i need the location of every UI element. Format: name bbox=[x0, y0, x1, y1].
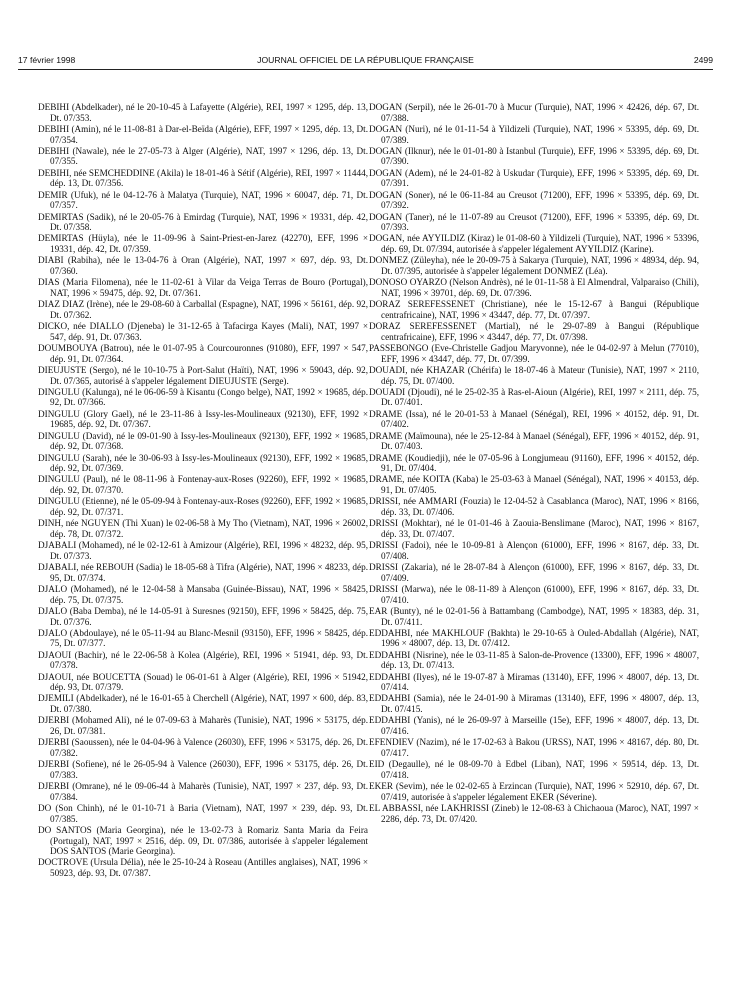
register-entry: EKER (Sevim), née le 02-02-65 à Erzincan (Turquie), NAT, 1996 × 52910, dép. 67, Dt. 07/419, autorisée à s'appeler légalement EKER (Séverine). bbox=[369, 781, 699, 802]
register-entry: DINGULU (Kalunga), né le 06-06-59 à Kisantu (Congo belge), NAT, 1992 × 19685, dép. 92, Dt. 07/366. bbox=[38, 386, 368, 408]
register-entry: DJALO (Baba Demba), né le 14-05-91 à Suresnes (92150), EFF, 1996 × 58425, dép. 75, Dt. 07/376. bbox=[38, 605, 368, 627]
journal-title: JOURNAL OFFICIEL DE LA RÉPUBLIQUE FRANÇAISE bbox=[257, 55, 474, 65]
register-entry: DRAME (Maïmouna), née le 25-12-84 à Manael (Sénégal), EFF, 1996 × 40152, dép. 91, Dt. 07/403. bbox=[369, 430, 699, 452]
register-entry: DINGULU (Etienne), né le 05-09-94 à Fontenay-aux-Roses (92260), EFF, 1992 × 19685, dép. 92, Dt. 07/371. bbox=[38, 496, 368, 517]
register-entry: DOUMBOUYA (Batrou), née le 01-07-95 à Courcouronnes (91080), EFF, 1997 × 547, dép. 91, Dt. 07/364. bbox=[38, 342, 368, 364]
register-entry: DEMIR (Ufuk), né le 04-12-76 à Malatya (Turquie), NAT, 1996 × 60047, dép. 71, Dt. 07/357. bbox=[38, 189, 368, 211]
register-entry: PASSEBONGO (Eve-Christelle Gadjou Maryvonne), née le 04-02-97 à Melun (77010), EFF, 1996 × 43447, dép. 77, Dt. 07/399. bbox=[369, 342, 699, 364]
register-entry: DICKO, née DIALLO (Djeneba) le 31-12-65 à Tafacirga Kayes (Mali), NAT, 1997 × 547, dép. 91, Dt. 07/363. bbox=[38, 321, 368, 342]
register-entry: DINGULU (David), né le 09-01-90 à Issy-les-Moulineaux (92130), EFF, 1992 × 19685, dép. 92, Dt. 07/368. bbox=[38, 430, 368, 452]
page-number: 2499 bbox=[693, 55, 713, 65]
register-entry: DRAME, née KOITA (Kaba) le 25-03-63 à Manael (Sénégal), NAT, 1996 × 40153, dép. 91, Dt. 07/405. bbox=[369, 474, 699, 496]
register-entry: DEBIHI (Abdelkader), né le 20-10-45 à Lafayette (Algérie), REI, 1997 × 1295, dép. 13, Dt. 07/353. bbox=[38, 102, 368, 123]
register-entry: DEBIHI (Amin), né le 11-08-81 à Dar-el-Beïda (Algérie), EFF, 1997 × 1295, dép. 13, Dt. 07/354. bbox=[38, 123, 368, 145]
register-entry: DIABI (Rabiha), née le 13-04-76 à Oran (Algérie), NAT, 1997 × 697, dép. 93, Dt. 07/360. bbox=[38, 255, 368, 276]
register-entry: DRAME (Koudiedji), née le 07-05-96 à Longjumeau (91160), EFF, 1996 × 40152, dép. 91, Dt. 07/404. bbox=[369, 452, 699, 474]
register-entry: EDDAHBI, née MAKHLOUF (Bakhta) le 29-10-65 à Ouled-Abdallah (Algérie), NAT, 1996 × 48007, dép. 13, Dt. 07/412. bbox=[369, 627, 699, 649]
register-entry: DJALO (Mohamed), né le 12-04-58 à Mansaba (Guinée-Bissau), NAT, 1996 × 58425, dép. 75, Dt. 07/375. bbox=[38, 583, 368, 605]
register-entry: DJERBI (Omrane), né le 09-06-44 à Maharès (Tunisie), NAT, 1997 × 237, dép. 93, Dt. 07/384. bbox=[38, 781, 368, 802]
page-header bbox=[18, 55, 713, 67]
register-entry: DOGAN (Serpil), née le 26-01-70 à Mucur (Turquie), NAT, 1996 × 42426, dép. 67, Dt. 07/388. bbox=[369, 102, 699, 123]
register-entry: DINGULU (Sarah), née le 30-06-93 à Issy-les-Moulineaux (92130), EFF, 1992 × 19685, dép. 92, Dt. 07/369. bbox=[38, 452, 368, 474]
register-entry: DOGAN, née AYYILDIZ (Kiraz) le 01-08-60 à Yildizeli (Turquie), NAT, 1996 × 53396, dép. 69, Dt. 07/394, autorisée à s'appeler légalement AYYILDIZ (Karine). bbox=[369, 233, 699, 255]
register-entry: DJALO (Abdoulaye), né le 05-11-94 au Blanc-Mesnil (93150), EFF, 1996 × 58425, dép. 75, Dt. 07/377. bbox=[38, 627, 368, 649]
register-entry: DOCTROVE (Ursula Délia), née le 25-10-24 à Roseau (Antilles anglaises), NAT, 1996 × 50923, dép. 93, Dt. 07/387. bbox=[38, 857, 368, 879]
register-entry: DOGAN (Adem), né le 24-01-82 à Uskudar (Turquie), EFF, 1996 × 53395, dép. 69, Dt. 07/391. bbox=[369, 167, 699, 189]
header-rule bbox=[18, 69, 713, 70]
left-column bbox=[38, 102, 368, 879]
register-entry: DJAOUI (Bachir), né le 22-06-58 à Kolea (Algérie), REI, 1996 × 51941, dép. 93, Dt. 07/378. bbox=[38, 649, 368, 671]
register-entry: DRISSI (Zakaria), né le 28-07-84 à Alençon (61000), EFF, 1996 × 8167, dép. 33, Dt. 07/409. bbox=[369, 562, 699, 583]
register-entry: DJERBI (Sofiene), né le 26-05-94 à Valence (26030), EFF, 1996 × 53175, dép. 26, Dt. 07/383. bbox=[38, 759, 368, 780]
register-entry: DJERBI (Mohamed Ali), né le 07-09-63 à Maharès (Tunisie), NAT, 1996 × 53175, dép. 26, Dt. 07/381. bbox=[38, 715, 368, 737]
register-entry: DJEMILI (Abdelkader), né le 16-01-65 à Cherchell (Algérie), NAT, 1997 × 600, dép. 83, Dt. 07/380. bbox=[38, 693, 368, 715]
register-entry: DIEUJUSTE (Sergo), né le 10-10-75 à Port-Salut (Haïti), NAT, 1996 × 59043, dép. 92, Dt. 07/365, autorisé à s'appeler légalement DIEUJUSTE (Serge). bbox=[38, 364, 368, 386]
register-entry: DJAOUI, née BOUCETTA (Souad) le 06-01-61 à Alger (Algérie), REI, 1996 × 51942, dép. 93, Dt. 07/379. bbox=[38, 671, 368, 693]
register-entry: DRISSI, née AMMARI (Fouzia) le 12-04-52 à Casablanca (Maroc), NAT, 1996 × 8166, dép. 33, Dt. 07/406. bbox=[369, 496, 699, 517]
register-entry: EDDAHBI (Samia), née le 24-01-90 à Miramas (13140), EFF, 1996 × 48007, dép. 13, Dt. 07/415. bbox=[369, 693, 699, 715]
register-entry: EAR (Bunty), né le 02-01-56 à Battambang (Cambodge), NAT, 1995 × 18383, dép. 31, Dt. 07/411. bbox=[369, 605, 699, 627]
register-entry: EL ABBASSI, née LAKHRISSI (Zineb) le 12-08-63 à Chichaoua (Maroc), NAT, 1997 × 2286, dép. 73, Dt. 07/420. bbox=[369, 803, 699, 824]
register-entry: DIAZ DIAZ (Irène), née le 29-08-60 à Carballal (Espagne), NAT, 1996 × 56161, dép. 92, Dt. 07/362. bbox=[38, 299, 368, 320]
register-entry: DO SANTOS (Maria Georgina), née le 13-02-73 à Romariz Santa Maria da Feira (Portugal), NAT, 1997 × 2516, dép. 09, Dt. 07/386, autorisée à s'appeler légalement DOS SANTOS (Marie Georgina). bbox=[38, 824, 368, 857]
register-entry: DRISSI (Marwa), née le 08-11-89 à Alençon (61000), EFF, 1996 × 8167, dép. 33, Dt. 07/410. bbox=[369, 583, 699, 605]
register-entry: DOGAN (Ilknur), née le 01-01-80 à Istanbul (Turquie), EFF, 1996 × 53395, dép. 69, Dt. 07/390. bbox=[369, 145, 699, 167]
register-entry: DRISSI (Fadoi), née le 10-09-81 à Alençon (61000), EFF, 1996 × 8167, dép. 33, Dt. 07/408. bbox=[369, 540, 699, 561]
register-entry: EDDAHBI (Nisrine), née le 03-11-85 à Salon-de-Provence (13300), EFF, 1996 × 48007, dép. 13, Dt. 07/413. bbox=[369, 649, 699, 671]
right-column bbox=[369, 102, 699, 825]
register-entry: DJABALI (Mohamed), né le 02-12-61 à Amizour (Algérie), REI, 1996 × 48232, dép. 95, Dt. 07/373. bbox=[38, 540, 368, 561]
register-entry: DIAS (Maria Filomena), née le 11-02-61 à Vilar da Veiga Terras de Bouro (Portugal), NAT, 1996 × 59475, dép. 92, Dt. 07/361. bbox=[38, 277, 368, 298]
register-entry: DINGULU (Glory Gael), né le 23-11-86 à Issy-les-Moulineaux (92130), EFF, 1992 × 19685, dép. 92, Dt. 07/367. bbox=[38, 408, 368, 430]
register-entry: EDDAHBI (Ilyes), né le 19-07-87 à Miramas (13140), EFF, 1996 × 48007, dép. 13, Dt. 07/414. bbox=[369, 671, 699, 693]
register-entry: DORAZ SEREFESSENET (Martial), né le 29-07-89 à Bangui (République centrafricaine), EFF, 1996 × 43447, dép. 77, Dt. 07/398. bbox=[369, 321, 699, 342]
register-entry: DRISSI (Mokhtar), né le 01-01-46 à Zaouia-Benslimane (Maroc), NAT, 1996 × 8167, dép. 33, Dt. 07/407. bbox=[369, 518, 699, 539]
register-entry: DEBIHI (Nawale), née le 27-05-73 à Alger (Algérie), NAT, 1997 × 1296, dép. 13, Dt. 07/355. bbox=[38, 145, 368, 167]
register-entry: EDDAHBI (Yanis), né le 26-09-97 à Marseille (15e), EFF, 1996 × 48007, dép. 13, Dt. 07/416. bbox=[369, 715, 699, 737]
register-entry: DJERBI (Saoussen), née le 04-04-96 à Valence (26030), EFF, 1996 × 53175, dép. 26, Dt. 07/382. bbox=[38, 737, 368, 758]
register-entry: EID (Degaulle), né le 08-09-70 à Edbel (Liban), NAT, 1996 × 59514, dép. 13, Dt. 07/418. bbox=[369, 759, 699, 780]
register-entry: DOUADI (Djoudi), né le 25-02-35 à Ras-el-Aioun (Algérie), REI, 1997 × 2111, dép. 75, Dt. 07/401. bbox=[369, 386, 699, 408]
register-entry: DORAZ SEREFESSENET (Christiane), née le 15-12-67 à Bangui (République centrafricaine), NAT, 1996 × 43447, dép. 77, Dt. 07/397. bbox=[369, 299, 699, 320]
register-entry: DONMEZ (Züleyha), née le 20-09-75 à Sakarya (Turquie), NAT, 1996 × 48934, dép. 94, Dt. 07/395, autorisée à s'appeler légalement DONMEZ (Léa). bbox=[369, 255, 699, 276]
register-entry: DRAME (Issa), né le 20-01-53 à Manael (Sénégal), REI, 1996 × 40152, dép. 91, Dt. 07/402. bbox=[369, 408, 699, 430]
register-entry: DEBIHI, née SEMCHEDDINE (Akila) le 18-01-46 à Sétif (Algérie), REI, 1997 × 11444, dép. 13, Dt. 07/356. bbox=[38, 167, 368, 189]
register-entry: EFENDIEV (Nazim), né le 17-02-63 à Bakou (URSS), NAT, 1996 × 48167, dép. 80, Dt. 07/417. bbox=[369, 737, 699, 758]
register-entry: DOGAN (Taner), né le 11-07-89 au Creusot (71200), EFF, 1996 × 53395, dép. 69, Dt. 07/393. bbox=[369, 211, 699, 233]
register-entry: DOGAN (Nuri), né le 01-11-54 à Yildizeli (Turquie), NAT, 1996 × 53395, dép. 69, Dt. 07/389. bbox=[369, 123, 699, 145]
issue-date: 17 février 1998 bbox=[18, 55, 76, 65]
register-entry: DO (Son Chinh), né le 01-10-71 à Baria (Vietnam), NAT, 1997 × 239, dép. 93, Dt. 07/385. bbox=[38, 803, 368, 824]
register-entry: DONOSO OYARZO (Nelson Andrès), né le 01-11-58 à El Almendral, Valparaiso (Chili), NAT, 1996 × 39701, dép. 69, Dt. 07/396. bbox=[369, 277, 699, 298]
register-entry: DJABALI, née REBOUH (Sadia) le 18-05-68 à Tifra (Algérie), NAT, 1996 × 48233, dép. 95, Dt. 07/374. bbox=[38, 562, 368, 583]
register-entry: DOUADI, née KHAZAR (Chérifa) le 18-07-46 à Mateur (Tunisie), NAT, 1997 × 2110, dép. 75, Dt. 07/400. bbox=[369, 364, 699, 386]
register-entry: DINGULU (Paul), né le 08-11-96 à Fontenay-aux-Roses (92260), EFF, 1992 × 19685, dép. 92, Dt. 07/370. bbox=[38, 474, 368, 496]
register-entry: DEMIRTAS (Sadik), né le 20-05-76 à Emirdag (Turquie), NAT, 1996 × 19331, dép. 42, Dt. 07/358. bbox=[38, 211, 368, 233]
register-entry: DOGAN (Soner), né le 06-11-84 au Creusot (71200), EFF, 1996 × 53395, dép. 69, Dt. 07/392. bbox=[369, 189, 699, 211]
register-entry: DEMIRTAS (Hüyla), née le 11-09-96 à Saint-Priest-en-Jarez (42270), EFF, 1996 × 19331, dép. 42, Dt. 07/359. bbox=[38, 233, 368, 255]
register-entry: DINH, née NGUYEN (Thi Xuan) le 02-06-58 à My Tho (Vietnam), NAT, 1996 × 26002, dép. 78, Dt. 07/372. bbox=[38, 518, 368, 539]
